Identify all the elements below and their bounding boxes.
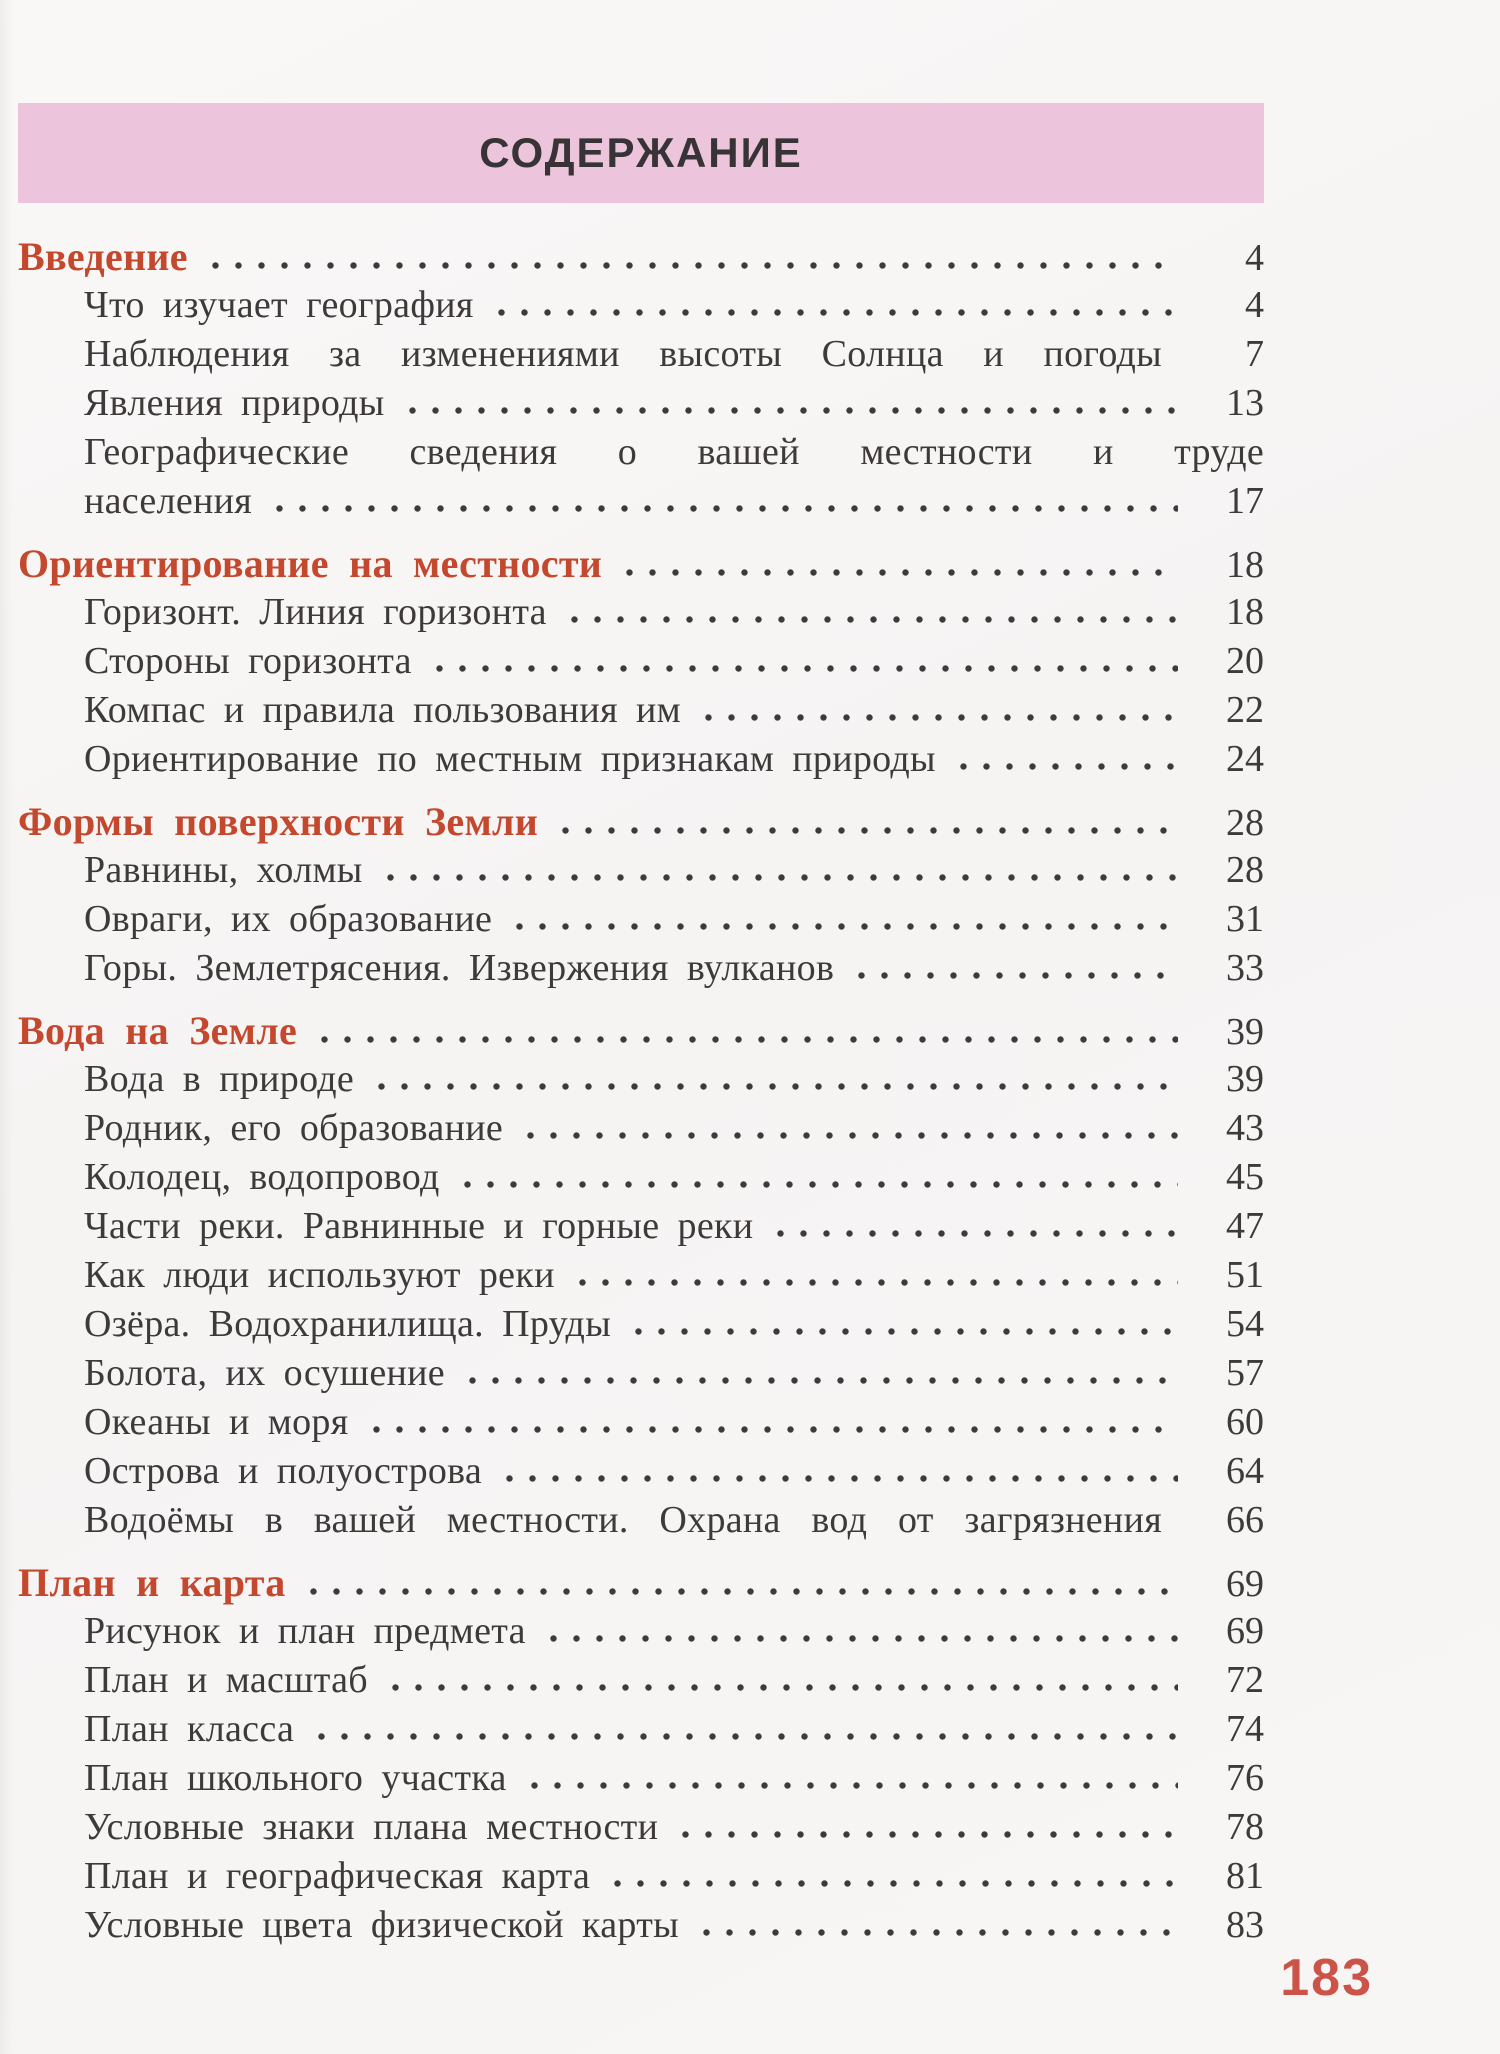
toc-item-title: Компас и правила пользования им bbox=[84, 689, 681, 731]
dot-leader bbox=[313, 1035, 1178, 1044]
toc-item-row bbox=[18, 379, 1264, 428]
toc-item-title: Части реки. Равнинные и горные реки bbox=[84, 1205, 754, 1247]
toc-page-number: 39 bbox=[1226, 1058, 1264, 1100]
dot-leader bbox=[618, 568, 1178, 577]
toc-item-title: Равнины, холмы bbox=[84, 849, 363, 891]
toc-page-number: 72 bbox=[1226, 1659, 1264, 1701]
toc-item-row bbox=[18, 1251, 1264, 1300]
toc-page-number: 33 bbox=[1226, 947, 1264, 989]
toc-page-number: 69 bbox=[1226, 1563, 1264, 1605]
toc-item-row bbox=[18, 1705, 1264, 1754]
toc-item-title: Ориентирование по местным признакам природы bbox=[84, 738, 936, 780]
toc-page-number: 17 bbox=[1226, 480, 1264, 522]
toc-page-number: 28 bbox=[1226, 802, 1264, 844]
toc-page-number: 45 bbox=[1226, 1156, 1264, 1198]
dot-leader bbox=[519, 1131, 1178, 1140]
toc-item-title: Вода в природе bbox=[84, 1058, 355, 1100]
toc-page-number: 66 bbox=[1226, 1499, 1264, 1541]
toc-section-row bbox=[18, 1558, 1264, 1607]
toc-section-title: Введение bbox=[18, 234, 188, 279]
dot-leader bbox=[204, 261, 1178, 270]
toc-item-title: План и масштаб bbox=[84, 1659, 368, 1701]
toc-item-row bbox=[18, 477, 1264, 526]
toc-item-row bbox=[18, 588, 1264, 637]
toc-page-number: 64 bbox=[1226, 1450, 1264, 1492]
toc-section-row bbox=[18, 1006, 1264, 1055]
toc-item-title: Горы. Землетрясения. Извержения вулканов bbox=[84, 947, 835, 989]
toc-item-row bbox=[18, 1349, 1264, 1398]
toc-section-title: Вода на Земле bbox=[18, 1008, 298, 1053]
toc-item-title: Условные цвета физической карты bbox=[84, 1904, 679, 1946]
dot-leader bbox=[523, 1781, 1178, 1790]
toc-item-row bbox=[18, 1055, 1264, 1104]
toc-item-row bbox=[18, 686, 1264, 735]
toc-item-title-continued: населения bbox=[84, 480, 253, 522]
dot-leader bbox=[571, 1278, 1178, 1287]
toc-item-row bbox=[18, 1398, 1264, 1447]
toc-item-title: Колодец, водопровод bbox=[84, 1156, 440, 1198]
toc-item-row bbox=[18, 330, 1264, 379]
toc-item-row bbox=[18, 1852, 1264, 1901]
toc-item-row bbox=[18, 1300, 1264, 1349]
toc-item-row bbox=[18, 1656, 1264, 1705]
dot-leader bbox=[627, 1327, 1178, 1336]
toc-item-title: Явления природы bbox=[84, 382, 385, 424]
toc-item-title: Как люди используют реки bbox=[84, 1254, 555, 1296]
toc-item-row bbox=[18, 428, 1264, 477]
toc-item-row bbox=[18, 1447, 1264, 1496]
toc-page-number: 31 bbox=[1226, 898, 1264, 940]
toc-item-title: Океаны и моря bbox=[84, 1401, 349, 1443]
toc-page-number: 4 bbox=[1245, 237, 1264, 279]
toc-page-number: 7 bbox=[1245, 333, 1264, 375]
dot-leader bbox=[379, 873, 1178, 882]
toc-section-row bbox=[18, 232, 1264, 281]
toc-item-row bbox=[18, 846, 1264, 895]
dot-leader bbox=[695, 1928, 1178, 1937]
toc-item-title: Географические сведения о вашей местности и труде bbox=[84, 431, 1264, 473]
toc-item-title: Овраги, их образование bbox=[84, 898, 493, 940]
dot-leader bbox=[370, 1082, 1178, 1091]
toc-page-number: 18 bbox=[1226, 591, 1264, 633]
dot-leader bbox=[850, 971, 1178, 980]
toc-item-title: План класса bbox=[84, 1708, 295, 1750]
dot-leader bbox=[952, 762, 1178, 771]
toc-page-number: 39 bbox=[1226, 1011, 1264, 1053]
dot-leader bbox=[461, 1376, 1178, 1385]
toc-item-row bbox=[18, 1104, 1264, 1153]
toc-item-title: Наблюдения за изменениями высоты Солнца и погоды bbox=[84, 333, 1162, 375]
toc-item-title: Острова и полуострова bbox=[84, 1450, 483, 1492]
dot-leader bbox=[554, 826, 1178, 835]
toc-page-number: 18 bbox=[1226, 544, 1264, 586]
dot-leader bbox=[310, 1732, 1178, 1741]
toc-section-title: План и карта bbox=[18, 1560, 286, 1605]
toc-item-row bbox=[18, 1607, 1264, 1656]
toc-item-row bbox=[18, 1803, 1264, 1852]
toc-page-number: 4 bbox=[1245, 284, 1264, 326]
toc-item-title: Болота, их осушение bbox=[84, 1352, 445, 1394]
toc-section-title: Формы поверхности Земли bbox=[18, 799, 539, 844]
dot-leader bbox=[365, 1425, 1178, 1434]
toc-page-number: 13 bbox=[1226, 382, 1264, 424]
contents-header-bar bbox=[18, 103, 1264, 203]
dot-leader bbox=[401, 406, 1178, 415]
toc-item-row bbox=[18, 895, 1264, 944]
page-folio: 183 bbox=[1280, 1949, 1373, 2007]
toc-page-number: 78 bbox=[1226, 1806, 1264, 1848]
toc-page-number: 60 bbox=[1226, 1401, 1264, 1443]
dot-leader bbox=[384, 1683, 1178, 1692]
toc-item-row bbox=[18, 1901, 1264, 1950]
dot-leader bbox=[674, 1830, 1178, 1839]
toc-item-row bbox=[18, 281, 1264, 330]
dot-leader bbox=[606, 1879, 1178, 1888]
toc-section-row bbox=[18, 797, 1264, 846]
toc-item-row bbox=[18, 735, 1264, 784]
toc-item-row bbox=[18, 1754, 1264, 1803]
toc-page-number: 81 bbox=[1226, 1855, 1264, 1897]
toc-page-number: 20 bbox=[1226, 640, 1264, 682]
toc-item-title: Что изучает география bbox=[84, 284, 474, 326]
dot-leader bbox=[697, 713, 1178, 722]
toc-item-title: План и географическая карта bbox=[84, 1855, 591, 1897]
dot-leader bbox=[563, 615, 1178, 624]
toc-item-row bbox=[18, 637, 1264, 686]
dot-leader bbox=[490, 308, 1178, 317]
toc-page-number: 83 bbox=[1226, 1904, 1264, 1946]
dot-leader bbox=[498, 1474, 1178, 1483]
dot-leader bbox=[769, 1229, 1178, 1238]
toc-page-number: 54 bbox=[1226, 1303, 1264, 1345]
toc-page-number: 76 bbox=[1226, 1757, 1264, 1799]
toc-item-title: Родник, его образование bbox=[84, 1107, 504, 1149]
toc-page-number: 24 bbox=[1226, 738, 1264, 780]
toc-item-title: Рисунок и план предмета bbox=[84, 1610, 526, 1652]
dot-leader bbox=[542, 1634, 1178, 1643]
toc-item-row bbox=[18, 1496, 1264, 1545]
toc-page-number: 51 bbox=[1226, 1254, 1264, 1296]
dot-leader bbox=[268, 504, 1178, 513]
dot-leader bbox=[428, 664, 1178, 673]
toc-item-row bbox=[18, 944, 1264, 993]
toc-page-number: 28 bbox=[1226, 849, 1264, 891]
toc-section-title: Ориентирование на местности bbox=[18, 541, 603, 586]
toc-page-number: 43 bbox=[1226, 1107, 1264, 1149]
toc-item-title: Озёра. Водохранилища. Пруды bbox=[84, 1303, 612, 1345]
toc-item-title: Условные знаки плана местности bbox=[84, 1806, 659, 1848]
toc-item-title: Водоёмы в вашей местности. Охрана вод от загрязнения bbox=[84, 1499, 1162, 1541]
toc-page-number: 69 bbox=[1226, 1610, 1264, 1652]
dot-leader bbox=[456, 1180, 1178, 1189]
toc-page-number: 47 bbox=[1226, 1205, 1264, 1247]
table-of-contents bbox=[18, 203, 1264, 1950]
dot-leader bbox=[302, 1587, 1178, 1596]
toc-item-row bbox=[18, 1153, 1264, 1202]
contents-title: СОДЕРЖАНИЕ bbox=[479, 129, 803, 176]
toc-page-number: 57 bbox=[1226, 1352, 1264, 1394]
toc-item-title: Стороны горизонта bbox=[84, 640, 412, 682]
dot-leader bbox=[508, 922, 1178, 931]
toc-section-row bbox=[18, 539, 1264, 588]
toc-page-number: 22 bbox=[1226, 689, 1264, 731]
toc-item-title: Горизонт. Линия горизонта bbox=[84, 591, 547, 633]
toc-item-row bbox=[18, 1202, 1264, 1251]
toc-page-number: 74 bbox=[1226, 1708, 1264, 1750]
toc-item-title: План школьного участка bbox=[84, 1757, 507, 1799]
